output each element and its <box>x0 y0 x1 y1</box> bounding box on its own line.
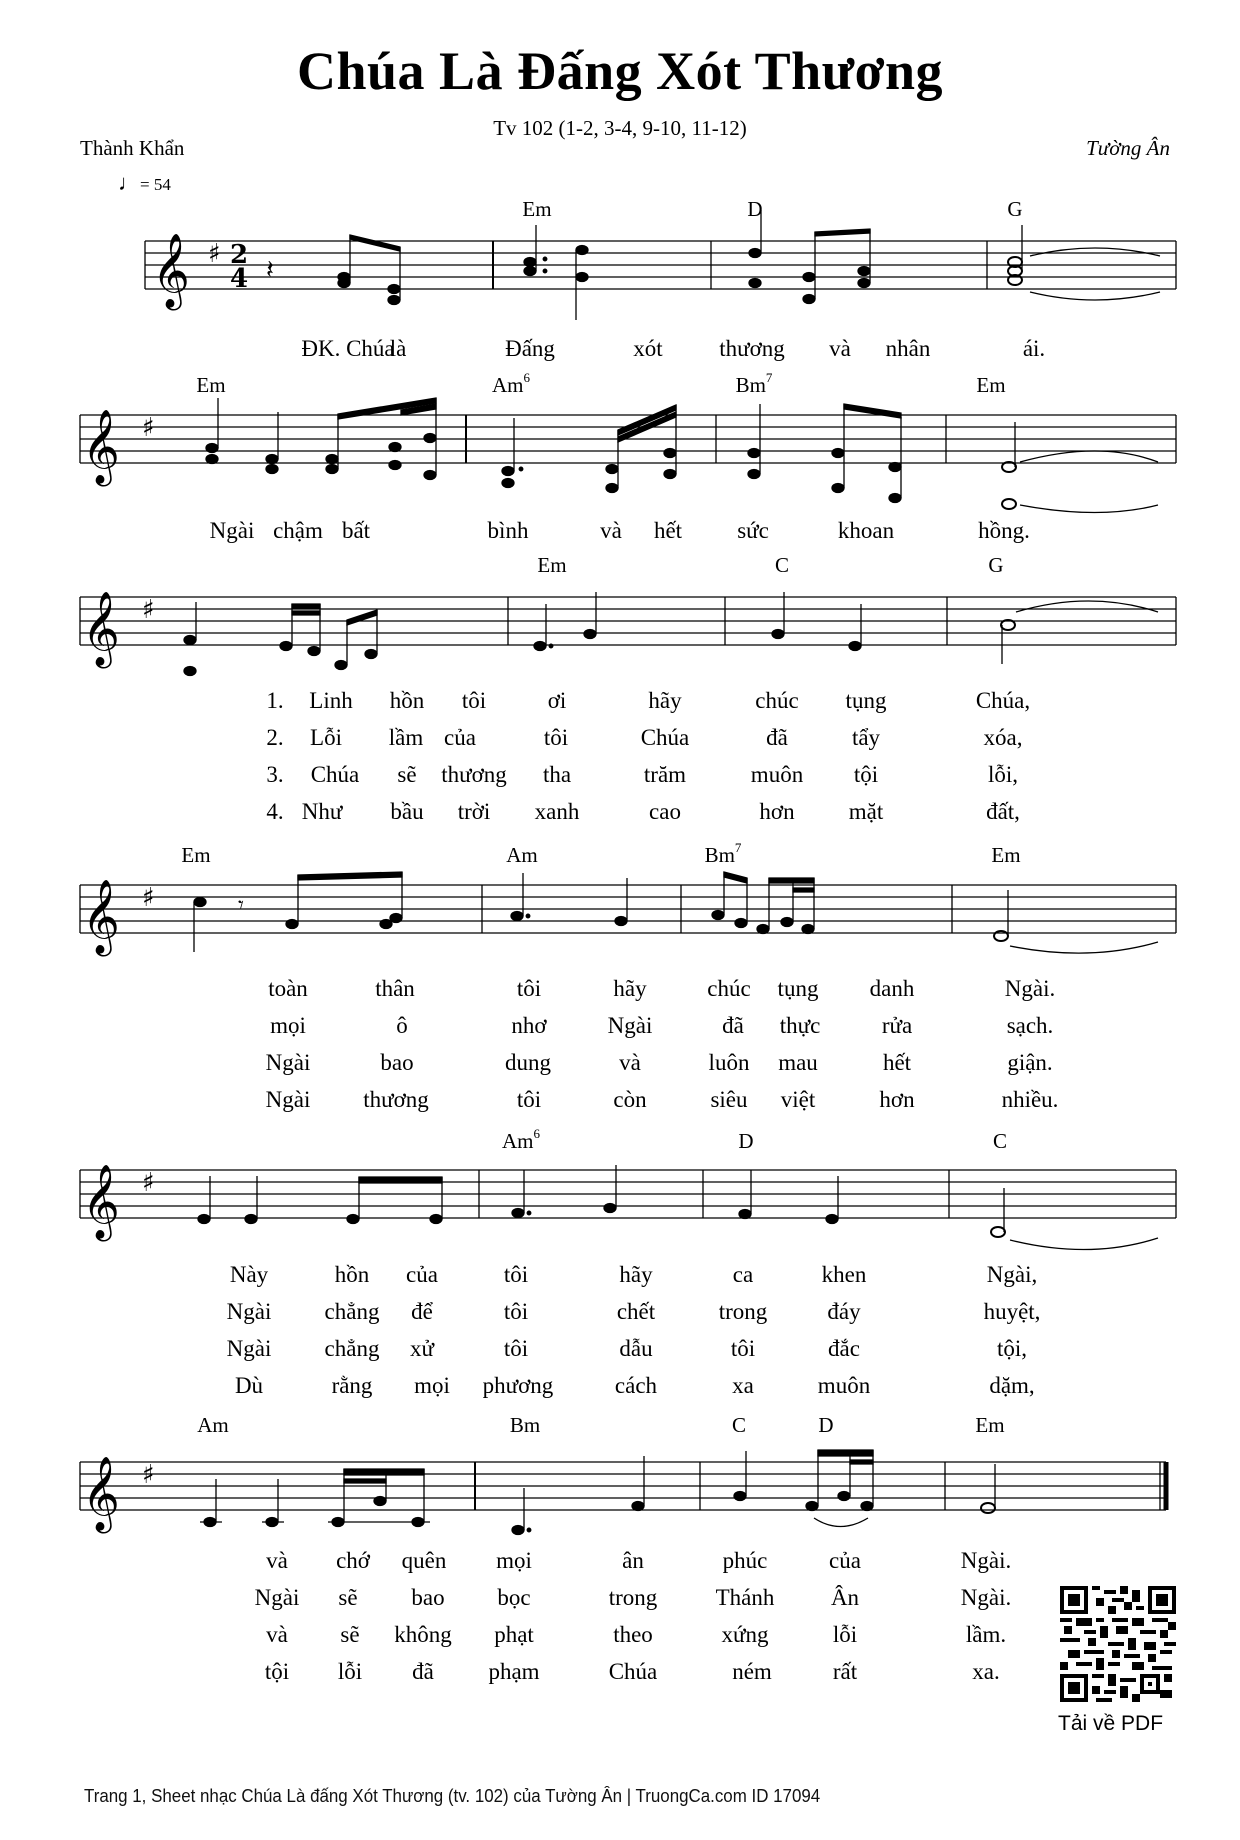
lyric-syllable: xóa, <box>983 725 1023 750</box>
lyric-syllable: Như <box>301 799 343 824</box>
lyric-syllable: tôi <box>516 976 542 1001</box>
lyric-syllable: bình <box>487 518 529 543</box>
lyric-syllable: của <box>829 1548 861 1573</box>
lyric-syllable: phương <box>482 1373 554 1398</box>
lyric-syllable: cách <box>614 1373 658 1398</box>
lyric-syllable: mọi <box>496 1548 532 1573</box>
qr-code-download-pdf[interactable] <box>1060 1586 1176 1702</box>
lyric-syllable: quên <box>401 1548 447 1573</box>
lyric-syllable: hồn <box>334 1262 370 1287</box>
lyric-syllable: và <box>600 518 622 543</box>
lyric-syllable: Chúa, <box>975 688 1031 713</box>
lyric-syllable: nhân <box>885 336 931 361</box>
lyric-syllable: hết <box>653 518 683 543</box>
lyric-syllable: tẩy <box>851 725 881 750</box>
lyric-syllable: xa <box>732 1373 754 1398</box>
lyric-syllable: của <box>406 1262 438 1287</box>
lyric-syllable: xót <box>633 336 663 361</box>
tempo-marking: Thành Khẩn <box>80 136 185 160</box>
lyric-syllable: Ngài. <box>1004 976 1056 1001</box>
lyric-syllable: thương <box>719 336 785 361</box>
chord-symbol: G <box>1007 197 1023 221</box>
lyric-syllable: bao <box>411 1585 445 1610</box>
lyric-syllable: để <box>411 1299 433 1324</box>
staff-system-5 <box>80 1165 1176 1250</box>
chord-symbol: Am$^6$ <box>502 1126 540 1153</box>
lyric-syllable: giận. <box>1007 1050 1053 1075</box>
lyric-syllable: bất <box>341 518 371 543</box>
svg-text:𝄾: 𝄾 <box>238 893 244 918</box>
lyric-syllable: lỗi <box>337 1659 363 1684</box>
lyric-syllable: toàn <box>268 976 308 1001</box>
lyric-syllable: xanh <box>534 799 580 824</box>
lyric-syllable: trời <box>457 799 491 824</box>
lyric-syllable: Ngài <box>265 1087 311 1112</box>
lyric-syllable: của <box>444 725 476 750</box>
psalm-reference: Tv 102 (1-2, 3-4, 9-10, 11-12) <box>493 116 747 140</box>
download-pdf-link[interactable]: Tải về PDF <box>1058 1712 1164 1735</box>
lyric-syllable: Dù <box>234 1373 264 1398</box>
lyric-syllable: ô <box>396 1013 408 1038</box>
staff-system-2 <box>80 398 1176 513</box>
verse-number: 2. <box>266 725 284 750</box>
lyric-syllable: Ngài <box>209 518 255 543</box>
lyric-syllable: Ngài <box>265 1050 311 1075</box>
lyric-syllable: Ân <box>830 1585 860 1610</box>
lyric-syllable: mọi <box>270 1013 306 1038</box>
qr-code-icon <box>1060 1586 1176 1702</box>
staff-system-3 <box>80 592 1176 676</box>
lyric-syllable: ca <box>732 1262 754 1287</box>
chord-symbol: Am$^6$ <box>492 370 530 397</box>
lyric-syllable: Ngài. <box>960 1585 1012 1610</box>
lyric-syllable: sức <box>737 518 769 543</box>
lyric-syllable: dặm, <box>989 1373 1035 1398</box>
lyric-syllable: tôi <box>503 1299 529 1324</box>
lyric-syllable: huyệt, <box>983 1299 1041 1324</box>
staff-system-4 <box>80 872 1176 957</box>
lyric-syllable: tôi <box>730 1336 756 1361</box>
chord-symbol: Am <box>197 1413 229 1437</box>
lyric-syllable: lỗi <box>832 1622 858 1647</box>
lyric-syllable: danh <box>869 976 915 1001</box>
chord-symbol: Em <box>975 1413 1005 1437</box>
svg-text:𝄞: 𝄞 <box>82 592 120 666</box>
lyric-syllable: đã <box>722 1013 744 1038</box>
chord-symbol: D <box>818 1413 834 1437</box>
lyric-syllable: lầm <box>388 725 424 750</box>
chord-symbol: D <box>747 197 763 221</box>
verse-number: 4. <box>266 799 284 824</box>
lyric-syllable: đã <box>412 1659 434 1684</box>
lyric-syllable: trong <box>608 1585 658 1610</box>
svg-text:♯: ♯ <box>142 883 155 913</box>
chord-symbol: Em <box>991 843 1021 867</box>
lyric-syllable: nhiều. <box>1001 1087 1059 1112</box>
lyric-syllable: là <box>389 336 407 361</box>
chord-symbol: Bm$^7$ <box>735 370 773 397</box>
lyric-syllable: tôi <box>516 1087 542 1112</box>
lyric-syllable: Linh <box>309 688 353 713</box>
lyric-syllable: ĐK. Chúa <box>301 336 395 361</box>
lyric-syllable: khen <box>821 1262 867 1287</box>
chord-symbol: G <box>988 553 1004 577</box>
lyric-syllable: tôi <box>503 1262 529 1287</box>
metronome-mark: ♩= 54 <box>118 170 171 195</box>
lyric-syllable: Này <box>229 1262 269 1287</box>
lyric-syllable: hãy <box>613 976 647 1001</box>
lyric-syllable: hãy <box>648 688 682 713</box>
lyric-syllable: hết <box>882 1050 912 1075</box>
lyric-syllable: trăm <box>643 762 687 787</box>
lyric-syllable: thân <box>375 976 415 1001</box>
svg-text:𝄞: 𝄞 <box>82 880 120 954</box>
chord-symbol: Em <box>522 197 552 221</box>
svg-text:𝄽: 𝄽 <box>266 255 274 285</box>
lyric-syllable: Ngài <box>254 1585 300 1610</box>
lyric-syllable: đắc <box>828 1336 860 1361</box>
lyric-syllable: rửa <box>881 1013 913 1038</box>
lyric-syllable: sẽ <box>397 762 417 787</box>
lyric-syllable: tội <box>853 762 879 787</box>
lyric-syllable: tôi <box>461 688 487 713</box>
lyric-syllable: trong <box>718 1299 768 1324</box>
lyric-syllable: chết <box>616 1299 656 1324</box>
lyric-syllable: nhơ <box>511 1013 547 1038</box>
lyric-syllable: hồng. <box>978 518 1030 543</box>
lyric-syllable: chúc <box>707 976 751 1001</box>
lyric-syllable: không <box>394 1622 452 1647</box>
lyric-syllable: chẳng <box>324 1336 380 1361</box>
lyric-syllable: sẽ <box>340 1622 360 1647</box>
lyric-syllable: sạch. <box>1006 1013 1054 1038</box>
lyric-syllable: hồn <box>389 688 425 713</box>
svg-text:𝄞: 𝄞 <box>82 1165 120 1239</box>
lyric-syllable: khoan <box>837 518 895 543</box>
lyric-syllable: siêu <box>710 1087 748 1112</box>
lyric-syllable: chúc <box>755 688 799 713</box>
page-footer: Trang 1, Sheet nhạc Chúa Là đấng Xót Thương (tv. 102) của Tường Ân | TruongCa.com ID 17094 <box>84 1786 821 1806</box>
verse-number: 1. <box>266 688 284 713</box>
svg-text:2: 2 <box>230 240 249 270</box>
lyric-syllable: tụng <box>777 976 819 1001</box>
lyric-syllable: dung <box>505 1050 551 1075</box>
lyric-syllable: cao <box>649 799 681 824</box>
chord-symbol: Bm$^7$ <box>704 840 742 867</box>
lyric-syllable: chậm <box>273 518 323 543</box>
svg-text:♯: ♯ <box>142 413 155 443</box>
composer-name: Tường Ân <box>1086 136 1170 160</box>
lyric-syllable: Đấng <box>505 336 555 361</box>
lyric-syllable: việt <box>780 1087 816 1112</box>
lyric-syllable: Ngài <box>226 1299 272 1324</box>
lyric-syllable: Chúa <box>310 762 360 787</box>
lyric-syllable: phúc <box>722 1548 768 1573</box>
lyric-syllable: Thánh <box>715 1585 775 1610</box>
lyric-syllable: tôi <box>543 725 569 750</box>
lyric-syllable: hơn <box>759 799 795 824</box>
lyric-syllable: phạt <box>494 1622 534 1647</box>
lyric-syllable: xử <box>410 1336 434 1361</box>
lyric-syllable: sẽ <box>338 1585 358 1610</box>
lyric-syllable: ném <box>732 1659 772 1684</box>
chord-symbol: C <box>774 553 790 577</box>
lyric-syllable: ơi <box>547 688 567 713</box>
lyric-syllable: ái. <box>1022 336 1046 361</box>
lyric-syllable: tội <box>264 1659 290 1684</box>
lyric-syllable: Ngài <box>226 1336 272 1361</box>
lyric-syllable: muôn <box>817 1373 871 1398</box>
lyric-syllable: bọc <box>497 1585 531 1610</box>
chord-symbol: Am <box>506 843 538 867</box>
lyric-syllable: lỗi, <box>987 762 1019 787</box>
lyric-syllable: đáy <box>827 1299 861 1324</box>
staff-system-1 <box>145 210 1176 320</box>
lyric-syllable: còn <box>613 1087 647 1112</box>
lyric-syllable: chớ <box>336 1548 370 1573</box>
lyric-syllable: ân <box>622 1548 644 1573</box>
lyric-syllable: xứng <box>721 1622 769 1647</box>
lyric-syllable: tôi <box>503 1336 529 1361</box>
lyric-syllable: hãy <box>619 1262 653 1287</box>
lyric-syllable: tha <box>542 762 572 787</box>
lyric-syllable: Chúa <box>608 1659 658 1684</box>
lyric-syllable: mặt <box>848 799 884 824</box>
lyric-syllable: dẫu <box>619 1336 653 1361</box>
chord-symbol: Em <box>196 373 226 397</box>
lyric-syllable: mọi <box>414 1373 450 1398</box>
song-title: Chúa Là Đấng Xót Thương <box>297 41 943 101</box>
lyric-syllable: luôn <box>708 1050 750 1075</box>
chord-symbol: Em <box>181 843 211 867</box>
lyric-syllable: chẳng <box>324 1299 380 1324</box>
staff-system-6 <box>80 1450 1166 1535</box>
lyric-syllable: Ngài. <box>960 1548 1012 1573</box>
chord-symbol: C <box>731 1413 747 1437</box>
lyric-syllable: mau <box>778 1050 818 1075</box>
svg-text:♯: ♯ <box>142 1168 155 1198</box>
svg-text:𝄞: 𝄞 <box>82 1457 120 1531</box>
lyric-syllable: bầu <box>390 799 424 824</box>
lyric-syllable: theo <box>613 1622 653 1647</box>
lyric-syllable: rất <box>832 1659 858 1684</box>
lyric-syllable: Chúa <box>640 725 690 750</box>
quarter-note-icon: ♩ <box>118 170 140 195</box>
chord-symbol: Em <box>976 373 1006 397</box>
lyric-syllable: phạm <box>488 1659 540 1684</box>
lyric-syllable: tội, <box>996 1336 1028 1361</box>
svg-text:𝄞: 𝄞 <box>152 234 190 308</box>
lyric-syllable: hơn <box>879 1087 915 1112</box>
lyric-syllable: và <box>829 336 851 361</box>
lyric-syllable: Ngài <box>607 1013 653 1038</box>
svg-text:𝄞: 𝄞 <box>82 410 120 484</box>
lyric-syllable: tụng <box>845 688 887 713</box>
svg-text:♯: ♯ <box>142 1460 155 1490</box>
lyric-syllable: đã <box>766 725 788 750</box>
lyric-syllable: và <box>266 1622 288 1647</box>
chord-symbol: D <box>738 1129 754 1153</box>
lyric-syllable: Ngài, <box>986 1262 1038 1287</box>
svg-text:♯: ♯ <box>208 239 221 269</box>
chord-symbol: Bm <box>509 1413 541 1437</box>
svg-text:♯: ♯ <box>142 595 155 625</box>
verse-number: 3. <box>266 762 284 787</box>
lyric-syllable: lầm. <box>965 1622 1007 1647</box>
chord-symbol: C <box>992 1129 1008 1153</box>
lyric-syllable: muôn <box>750 762 804 787</box>
lyric-syllable: bao <box>380 1050 414 1075</box>
lyric-syllable: thực <box>779 1013 821 1038</box>
lyric-syllable: thương <box>441 762 507 787</box>
lyric-syllable: rằng <box>331 1373 373 1398</box>
lyric-syllable: và <box>619 1050 641 1075</box>
lyric-syllable: và <box>266 1548 288 1573</box>
lyric-syllable: Lỗi <box>310 725 342 750</box>
lyric-syllable: đất, <box>986 799 1020 824</box>
chord-symbol: Em <box>537 553 567 577</box>
lyric-syllable: xa. <box>972 1659 1000 1684</box>
lyric-syllable: thương <box>363 1087 429 1112</box>
svg-text:4: 4 <box>230 264 249 294</box>
